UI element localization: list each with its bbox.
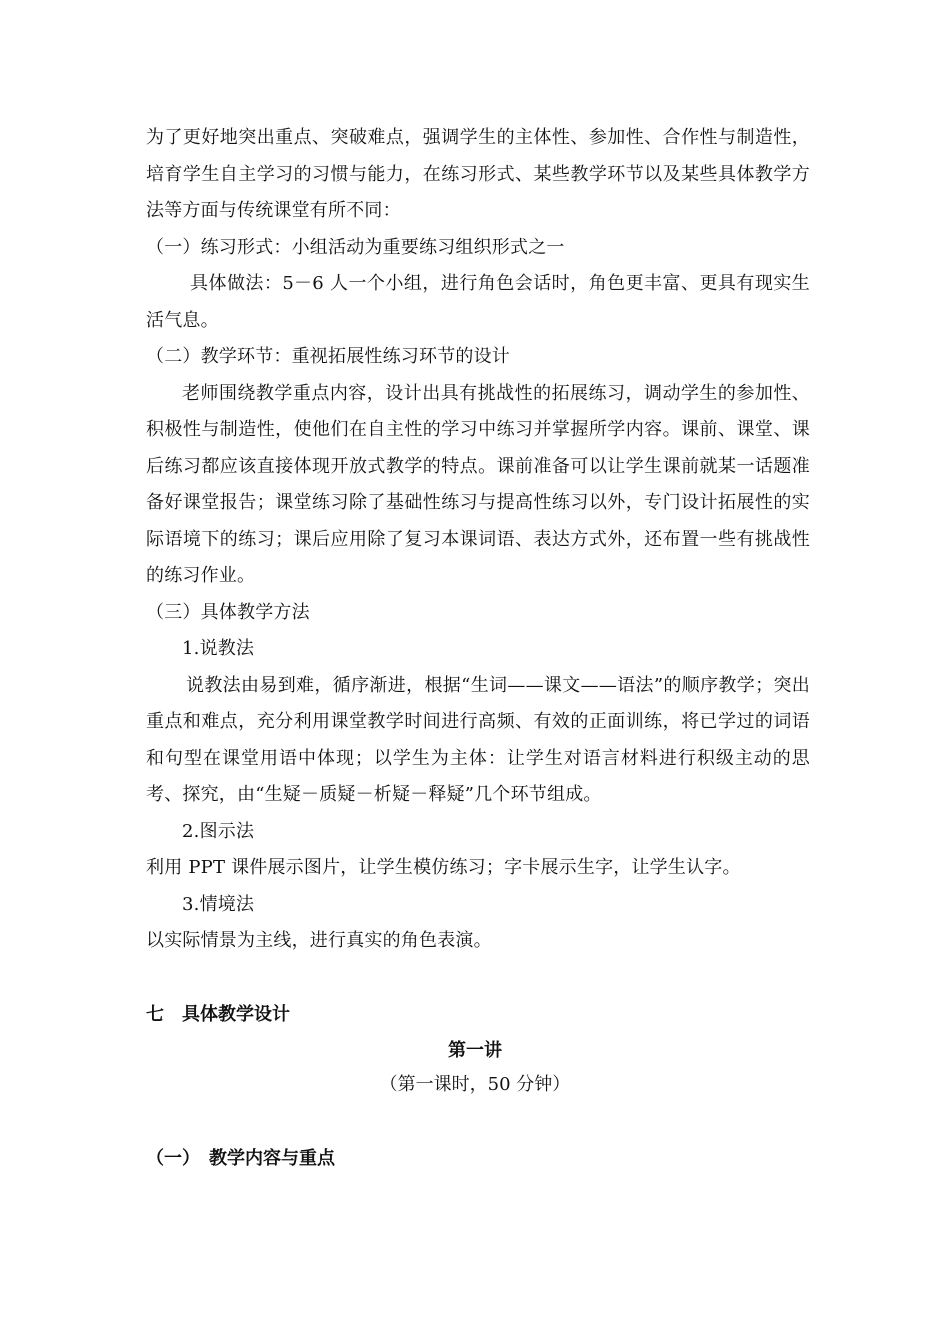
method1-title: 1.说教法: [182, 638, 255, 659]
intro-paragraph: 为了更好地突出重点、突破难点，强调学生的主体性、参加性、合作性与制造性，培育学生自主学习的习惯与能力，在练习形式、某些教学环节以及某些具体教学方法等方面与传统课堂有所不同：: [146, 127, 810, 221]
part3-heading: （三）具体教学方法: [146, 601, 310, 623]
section-title: 七 具体教学设计: [146, 1004, 290, 1025]
part2-body: 老师围绕教学重点内容，设计出具有挑战性的拓展练习，调动学生的参加性、积极性与制造性，使他们在自主性的学习中练习并掌握所学内容。课前、课堂、课后练习都应该直接体现开放式教学的特点。课前准备可以让学生课前就某一话题准备好课堂报告；课堂练习除了基础性练习与提高性练习以外，专门设计拓展性的实际语境下的练习；课后应用除了复习本课词语、表达方式外，还布置一些有挑战性的练习作业。: [146, 382, 810, 586]
lecture-title: 第一讲: [448, 1040, 502, 1061]
method1-body: 说教法由易到难，循序渐进，根据“生词——课文——语法”的顺序教学；突出重点和难点，充分利用课堂教学时间进行高频、有效的正面训练，将已学过的词语和句型在课堂用语中体现；以学生为主体：让学生对语言材料进行积级主动的思考、探究，由“生疑－质疑－析疑－释疑”几个环节组成。: [146, 674, 810, 805]
lecture-subtitle: （第一课时，50 分钟）: [379, 1074, 571, 1095]
part1-body: 具体做法：5－6 人一个小组，进行角色会话时，角色更丰富、更具有现实生活气息。: [146, 273, 810, 331]
method2-body: 利用 PPT 课件展示图片，让学生模仿练习；字卡展示生字，让学生认字。: [146, 857, 741, 878]
method2-title: 2.图示法: [182, 820, 255, 842]
part1-heading: （一）练习形式：小组活动为重要练习组织形式之一: [146, 236, 565, 258]
method3-title: 3.情境法: [182, 893, 255, 915]
subsection-title: （一） 教学内容与重点: [146, 1148, 335, 1169]
method3-body: 以实际情景为主线，进行真实的角色表演。: [146, 930, 492, 951]
document-body: [146, 120, 810, 960]
part2-heading: （二）教学环节：重视拓展性练习环节的设计: [146, 346, 510, 367]
